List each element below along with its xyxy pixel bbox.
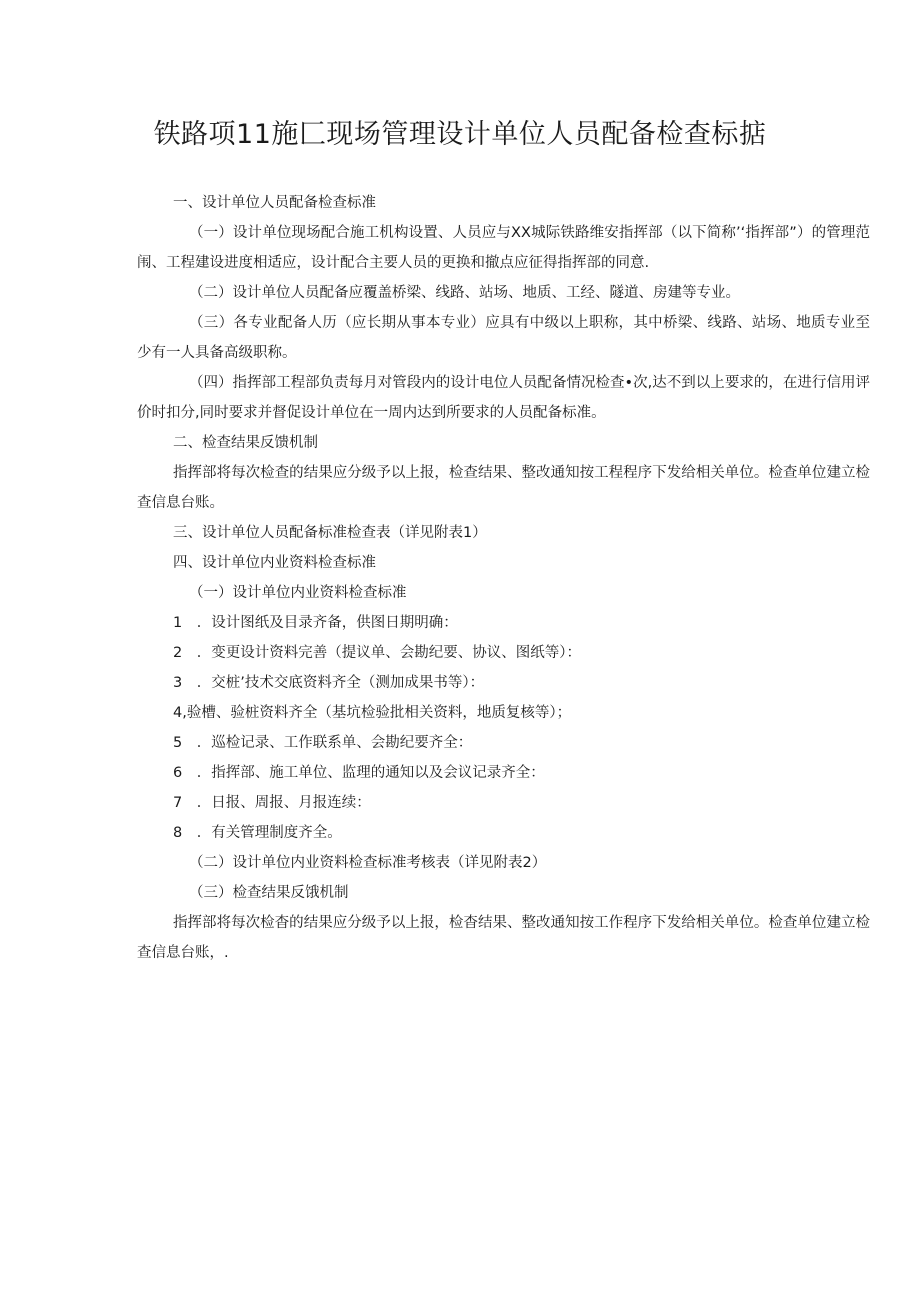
list-item: 1 ．设计图纸及目录齐备，供图日期明确：	[173, 615, 458, 631]
section-heading-3: 三、设计单位人员配备标准检查表（详见附表1）	[173, 525, 487, 541]
document-title: 铁路项11施匚现场管理设计单位人员配备检查标掂	[153, 119, 767, 150]
paragraph-6: 指挥部将每次检杳的结果应分级予以上报，检杳结果、整改通知按工作程序下发给相关单位。检查单位建立检查信息台账，.	[137, 915, 870, 961]
list-item: 8 ．有关管理制度齐全。	[173, 825, 342, 841]
list-item: 6 ．指挥部、施工单位、监理的通知以及会议记录齐全：	[173, 765, 545, 781]
subsection-heading-1: （一）设计单位内业资料检查标准	[189, 585, 407, 601]
section-heading-1: 一、设计单位人员配备检查标准	[173, 195, 376, 211]
list-item: 5 ．巡检记录、工作联系单、会勘纪要齐全：	[173, 735, 473, 751]
list-item: 3 ．交桩’技术交底资料齐全（测加成果书等）：	[173, 675, 485, 691]
paragraph-2: （二）设计单位人员配备应覆盖桥梁、线路、站场、地质、工经、隧道、房建等专业。	[189, 285, 740, 301]
section-heading-2: 二、检查结果反馈机制	[173, 435, 318, 451]
section-heading-4: 四、设计单位内业资料检查标准	[173, 555, 376, 571]
paragraph-5: 指挥部将每次检查的结果应分级予以上报，检查结果、整改通知按工程程序下发给相关单位。检查单位建立检查信息台账。	[137, 465, 870, 511]
paragraph-1: （一）设计单位现场配合施工机构设置、人员应与XX城际铁路维安指挥部（以下简称’‘指挥部”）的管理范闱、工程建设进度相适应，设计配合主要人员的更换和撤点应征得指挥部的同意.	[137, 225, 870, 271]
list-item: 7 ．日报、周报、月报连续：	[173, 795, 371, 811]
list-item: 4,验槽、验桩资料齐全（基坑检验批相关资料，地质复核等）；	[173, 705, 572, 721]
paragraph-3: （三）各专业配备人历（应长期从事本专业）应具有中级以上职称，其中桥梁、线路、站场、地质专业至少有一人具备高级职称。	[137, 315, 870, 361]
document-body	[137, 188, 870, 968]
subsection-heading-2: （二）设计单位内业资料检查标准考核表（详见附表2）	[189, 855, 547, 871]
paragraph-4: （四）指挥部工程部负责每月对管段内的设计电位人员配备情况检查•次,达不到以上要求的，在进行信用评价时扣分,同时要求并督促设计单位在一周内达到所要求的人员配备标准。	[137, 375, 870, 421]
list-item: 2 ．变更设计资料完善（提议单、会勘纪要、协议、图纸等）：	[173, 645, 581, 661]
subsection-heading-3: （三）检查结果反饿机制	[189, 885, 349, 901]
